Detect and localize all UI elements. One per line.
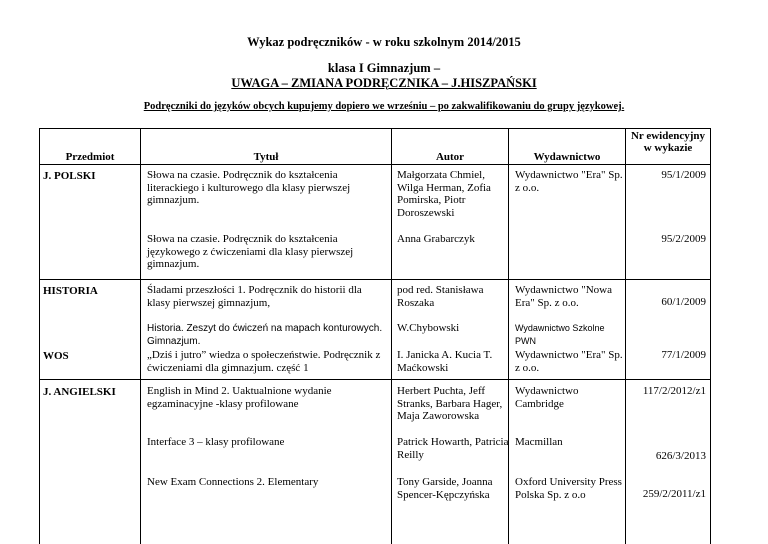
table-row-author: I. Janicka A. Kucia T. Maćkowski	[397, 349, 493, 374]
table-row-title: „Dziś i jutro” wiedza o społeczeństwie. Podręcznik z ćwiczeniami dla gimnazjum. część 1	[147, 349, 381, 374]
textbook-table	[39, 128, 711, 544]
header-tytul: Tytuł	[253, 151, 279, 163]
header-przedmiot: Przedmiot	[65, 151, 115, 163]
table-row-number: 60/1/2009	[661, 296, 706, 308]
table-row-title: Interface 3 – klasy profilowane	[147, 436, 285, 448]
language-books-notice: Podręczniki do języków obcych kupujemy dopiero we wrześniu – po zakwalifikowaniu do grupy językowej.	[143, 101, 625, 112]
table-row-title: Śladami przeszłości 1. Podręcznik do historii dla klasy pierwszej gimnazjum,	[147, 284, 362, 309]
table-row-title: New Exam Connections 2. Elementary	[147, 476, 319, 488]
table-row-publisher: Wydawnictwo "Nowa Era" Sp. z o.o.	[515, 284, 612, 309]
table-row-number: 259/2/2011/z1	[642, 488, 706, 500]
table-row-title: English in Mind 2. Uaktualnione wydanie egzaminacyjne -klasy profilowane	[147, 385, 332, 410]
header-nr: Nr ewidencyjny w wykazie	[630, 130, 706, 154]
change-notice-heading: UWAGA – ZMIANA PODRĘCZNIKA – J.HISZPAŃSKI	[231, 76, 537, 90]
table-row-subject: WOS	[43, 350, 69, 362]
table-row-subject: HISTORIA	[43, 285, 98, 297]
table-row-author: Tony Garside, Joanna Spencer-Kępczyńska	[397, 476, 493, 501]
table-row-publisher: Macmillan	[515, 436, 563, 448]
table-row-title: Słowa na czasie. Podręcznik do kształcenia literackiego i kulturowego dla klasy pierwszej gimnazjum.	[147, 169, 351, 206]
table-row-publisher: Wydawnictwo "Era" Sp. z o.o.	[515, 349, 623, 374]
table-row-number: 95/1/2009	[661, 169, 706, 181]
table-row-number: 95/2/2009	[661, 233, 706, 245]
table-row-publisher: Oxford University Press Polska Sp. z o.o	[515, 476, 622, 501]
table-row-title: Słowa na czasie. Podręcznik do kształcenia językowego z ćwiczeniami dla klasy pierwszej gimnazjum.	[147, 233, 354, 270]
table-row-author: W.Chybowski	[397, 322, 460, 334]
table-row-publisher: Wydawnictwo Szkolne PWN	[515, 323, 605, 346]
table-row-number: 117/2/2012/z1	[642, 385, 706, 397]
table-row-title: Historia. Zeszyt do ćwiczeń na mapach konturowych. Gimnazjum.	[147, 323, 383, 347]
header-autor: Autor	[435, 151, 465, 163]
table-row-author: Patrick Howarth, Patricia Reilly	[397, 436, 509, 461]
table-row-number: 77/1/2009	[661, 349, 706, 361]
table-row-author: Anna Grabarczyk	[397, 233, 475, 245]
table-row-publisher: Wydawnictwo "Era" Sp. z o.o.	[515, 169, 623, 194]
table-row-author: Herbert Puchta, Jeff Stranks, Barbara Hager, Maja Zaworowska	[397, 385, 503, 422]
table-row-subject: J. ANGIELSKI	[43, 386, 116, 398]
header-wydawnictwo: Wydawnictwo	[533, 151, 601, 163]
table-row-author: pod red. Stanisława Roszaka	[397, 284, 484, 309]
table-row-subject: J. POLSKI	[43, 170, 96, 182]
class-heading: klasa I Gimnazjum –	[327, 61, 441, 75]
table-row-number: 626/3/2013	[655, 450, 706, 462]
table-row-author: Małgorzata Chmiel, Wilga Herman, Zofia Pomirska, Piotr Doroszewski	[397, 169, 491, 219]
table-row-publisher: Wydawnictwo Cambridge	[515, 385, 579, 410]
document-title: Wykaz podręczników - w roku szkolnym 2014/2015	[247, 35, 521, 49]
